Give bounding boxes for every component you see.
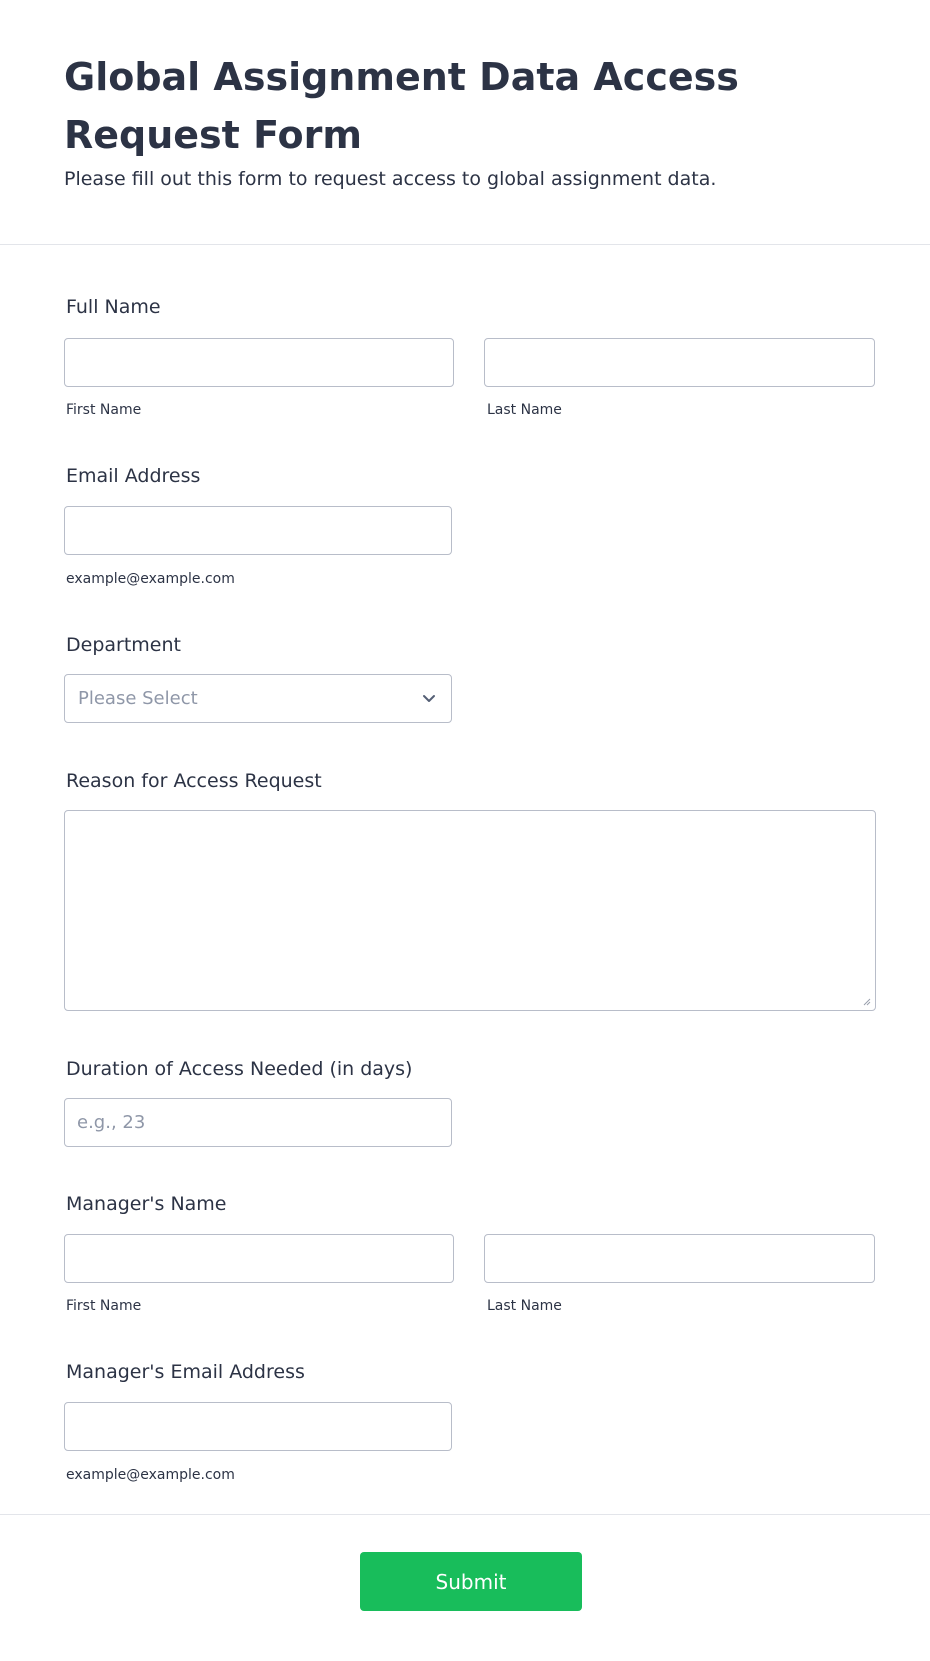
form-header bbox=[0, 0, 930, 245]
department-label: Department bbox=[66, 634, 181, 656]
form-description: Please fill out this form to request access to global assignment data. bbox=[64, 168, 717, 190]
department-selected-value: Please Select bbox=[78, 688, 198, 709]
first-name-input[interactable] bbox=[64, 338, 454, 387]
reason-textarea[interactable] bbox=[64, 810, 876, 1011]
submit-button[interactable]: Submit bbox=[360, 1552, 582, 1611]
manager-email-input[interactable] bbox=[64, 1402, 452, 1451]
manager-email-label: Manager's Email Address bbox=[66, 1361, 305, 1383]
manager-first-name-sublabel: First Name bbox=[66, 1298, 142, 1314]
form-title: Global Assignment Data Access Request Form bbox=[64, 55, 739, 157]
resize-grip-icon[interactable] bbox=[861, 996, 871, 1006]
chevron-down-icon bbox=[421, 690, 437, 706]
footer-divider bbox=[0, 1514, 930, 1515]
email-sublabel: example@example.com bbox=[66, 571, 235, 587]
first-name-sublabel: First Name bbox=[66, 402, 142, 418]
duration-label: Duration of Access Needed (in days) bbox=[66, 1058, 413, 1080]
last-name-input[interactable] bbox=[484, 338, 875, 387]
email-label: Email Address bbox=[66, 465, 201, 487]
manager-email-sublabel: example@example.com bbox=[66, 1467, 235, 1483]
last-name-sublabel: Last Name bbox=[487, 402, 562, 418]
duration-input[interactable] bbox=[64, 1098, 452, 1147]
email-input[interactable] bbox=[64, 506, 452, 555]
full-name-label: Full Name bbox=[66, 296, 161, 318]
manager-last-name-input[interactable] bbox=[484, 1234, 875, 1283]
manager-last-name-sublabel: Last Name bbox=[487, 1298, 562, 1314]
reason-label: Reason for Access Request bbox=[66, 770, 322, 792]
manager-first-name-input[interactable] bbox=[64, 1234, 454, 1283]
manager-name-label: Manager's Name bbox=[66, 1193, 227, 1215]
department-select[interactable] bbox=[64, 674, 452, 723]
